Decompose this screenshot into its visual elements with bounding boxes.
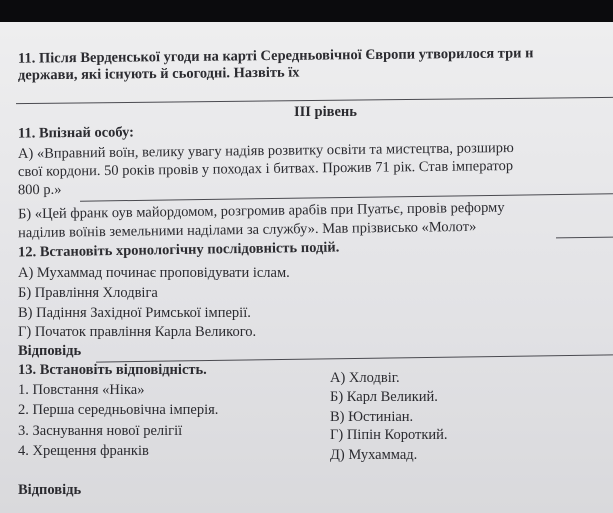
q13-title: 13. Встановіть відповідність. [18, 362, 207, 378]
q13-right-v: В) Юстиніан. [330, 409, 414, 425]
q11-option-b-line2: наділив воїнів земельними наділами за службу». Мав прізвисько «Молот» [17, 218, 477, 242]
q13-left-3: 3. Заснування нової релігії [18, 423, 183, 439]
q11-option-a-line1: А) «Вправний воїн, велику увагу надіяв розвитку освіти та мистецтва, розширю [17, 139, 514, 163]
answer-line-b [556, 237, 613, 239]
q11-top-line2: держави, які існують й сьогодні. Назвіть їх [17, 64, 300, 84]
q12-item-a: А) Мухаммад починає проповідувати іслам. [18, 265, 290, 281]
q12-item-v: В) Падіння Західної Римської імперії. [18, 305, 251, 321]
q13-right-b: Б) Карл Великий. [330, 389, 438, 405]
q12-item-b: Б) Правління Хлодвіга [18, 285, 158, 301]
q13-left-4: 4. Хрещення франків [18, 443, 149, 459]
q12-title: 12. Встановіть хронологічну послідовність подій. [17, 239, 340, 261]
q13-right-a: А) Хлодвіг. [330, 370, 400, 386]
q12-answer-label: Відповідь [18, 343, 82, 359]
q12-item-g: Г) Початок правління Карла Великого. [18, 324, 257, 340]
q11-option-a-line3: 800 р.» [17, 181, 62, 199]
worksheet-page [0, 22, 613, 513]
q13-left-1: 1. Повстання «Ніка» [18, 382, 145, 398]
level-heading: III рівень [294, 104, 357, 120]
q11-top-line1: 11. Після Верденської угоди на карті Середньовічної Європи утворилося три н [17, 45, 534, 67]
q11-option-b-line1: Б) «Цей франк оув майордомом, розгромив арабів при Пуатьє, провів реформу [17, 199, 505, 223]
answer-line-a [80, 193, 613, 201]
q13-right-d: Д) Мухаммад. [330, 447, 418, 463]
q13-right-g: Г) Піпін Короткий. [330, 427, 448, 443]
q13-answer-label: Відповідь [18, 482, 82, 498]
q13-left-2: 2. Перша середньовічна імперія. [18, 402, 219, 418]
q11-title: 11. Впізнай особу: [17, 124, 135, 142]
q11-option-a-line2: свої кордони. 50 років провів у походах і битвах. Прожив 71 рік. Став імператор [17, 157, 514, 181]
